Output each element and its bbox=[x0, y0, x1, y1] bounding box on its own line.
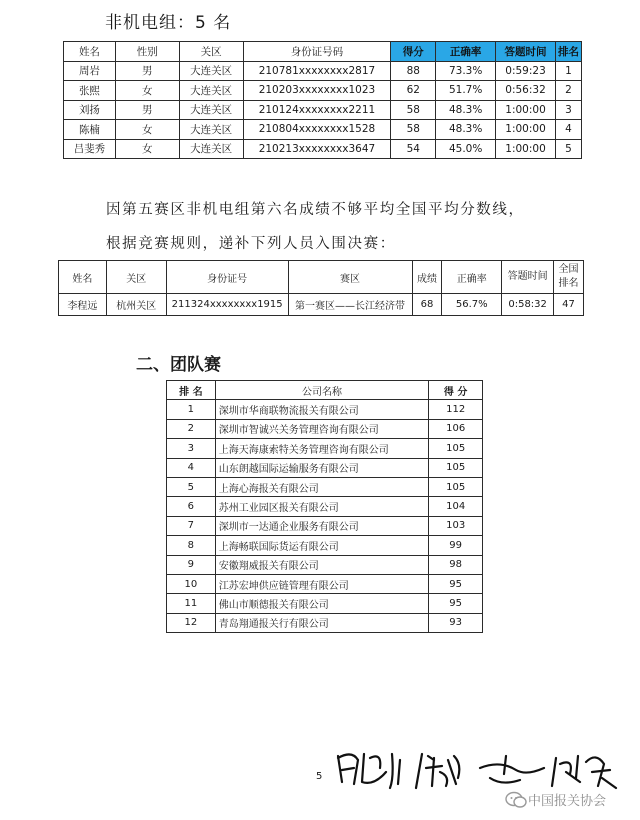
cell-score: 95 bbox=[429, 574, 483, 593]
header-name: 姓名 bbox=[64, 42, 116, 62]
cell-name: 刘扬 bbox=[64, 100, 116, 120]
cell-region: 第一赛区——长江经济带 bbox=[288, 294, 412, 316]
cell-id: 210203xxxxxxxx1023 bbox=[243, 81, 391, 101]
header-rank: 排名 bbox=[555, 42, 581, 62]
header-company: 公司名称 bbox=[215, 381, 429, 400]
table-row bbox=[59, 294, 584, 316]
table-row bbox=[167, 497, 483, 516]
header-customs: 关区 bbox=[179, 42, 243, 62]
cell-gender: 女 bbox=[115, 120, 179, 140]
header-score: 得分 bbox=[391, 42, 436, 62]
table-row bbox=[167, 594, 483, 613]
cell-time: 0:59:23 bbox=[496, 61, 556, 81]
table-row bbox=[64, 139, 582, 159]
cell-customs: 大连关区 bbox=[179, 120, 243, 140]
cell-score: 105 bbox=[429, 477, 483, 496]
cell-score: 58 bbox=[391, 100, 436, 120]
cell-id: 211324xxxxxxxx1915 bbox=[166, 294, 288, 316]
cell-name: 吕斐秀 bbox=[64, 139, 116, 159]
cell-rank: 4 bbox=[555, 120, 581, 140]
header-score: 得 分 bbox=[429, 381, 483, 400]
paragraph-line-2: 根据竞赛规则，递补下列人员入围决赛： bbox=[106, 236, 396, 252]
section-heading-non-mechanical: 非机电组：5 名 bbox=[105, 13, 232, 33]
cell-score: 58 bbox=[391, 120, 436, 140]
cell-score: 98 bbox=[429, 555, 483, 574]
cell-score: 88 bbox=[391, 61, 436, 81]
cell-score: 62 bbox=[391, 81, 436, 101]
table-row bbox=[64, 120, 582, 140]
header-name: 姓名 bbox=[59, 261, 107, 294]
table-header-row bbox=[167, 381, 483, 400]
table-row bbox=[64, 81, 582, 101]
substitute-finalist-table bbox=[58, 260, 584, 316]
cell-rank: 1 bbox=[555, 61, 581, 81]
cell-rank: 12 bbox=[167, 613, 216, 632]
header-id: 身份证号码 bbox=[243, 42, 391, 62]
table-row bbox=[167, 419, 483, 438]
cell-score: 95 bbox=[429, 594, 483, 613]
cell-name: 陈楠 bbox=[64, 120, 116, 140]
cell-company: 深圳市一达通企业服务有限公司 bbox=[215, 516, 429, 535]
cell-customs: 杭州关区 bbox=[106, 294, 166, 316]
cell-time: 1:00:00 bbox=[496, 100, 556, 120]
header-id: 身份证号 bbox=[166, 261, 288, 294]
cell-score: 106 bbox=[429, 419, 483, 438]
cell-id: 210124xxxxxxxx2211 bbox=[243, 100, 391, 120]
cell-rank: 10 bbox=[167, 574, 216, 593]
table-header-row bbox=[59, 261, 584, 294]
cell-rank: 5 bbox=[555, 139, 581, 159]
cell-company: 山东朗越国际运输服务有限公司 bbox=[215, 458, 429, 477]
header-accuracy: 正确率 bbox=[436, 42, 496, 62]
paragraph-line-1: 因第五赛区非机电组第六名成绩不够平均全国平均分数线， bbox=[106, 202, 525, 218]
cell-name: 李程远 bbox=[59, 294, 107, 316]
table-row bbox=[167, 477, 483, 496]
cell-company: 安徽翔威报关有限公司 bbox=[215, 555, 429, 574]
cell-customs: 大连关区 bbox=[179, 81, 243, 101]
cell-gender: 女 bbox=[115, 139, 179, 159]
non-mechanical-results-table bbox=[63, 41, 582, 159]
cell-gender: 女 bbox=[115, 81, 179, 101]
table-row bbox=[167, 516, 483, 535]
cell-rank: 4 bbox=[167, 458, 216, 477]
cell-id: 210213xxxxxxxx3647 bbox=[243, 139, 391, 159]
table-row bbox=[167, 458, 483, 477]
cell-id: 210781xxxxxxxx2817 bbox=[243, 61, 391, 81]
cell-rank: 8 bbox=[167, 536, 216, 555]
cell-time: 0:58:32 bbox=[502, 294, 554, 316]
cell-company: 上海心海报关有限公司 bbox=[215, 477, 429, 496]
cell-company: 上海天海康索特关务管理咨询有限公司 bbox=[215, 439, 429, 458]
cell-score: 105 bbox=[429, 458, 483, 477]
cell-company: 苏州工业园区报关有限公司 bbox=[215, 497, 429, 516]
cell-rank: 6 bbox=[167, 497, 216, 516]
cell-score: 105 bbox=[429, 439, 483, 458]
table-row bbox=[167, 555, 483, 574]
cell-rank: 7 bbox=[167, 516, 216, 535]
cell-score: 68 bbox=[412, 294, 442, 316]
cell-id: 210804xxxxxxxx1528 bbox=[243, 120, 391, 140]
cell-time: 1:00:00 bbox=[496, 120, 556, 140]
cell-company: 佛山市顺德报关有限公司 bbox=[215, 594, 429, 613]
cell-score: 112 bbox=[429, 400, 483, 419]
cell-company: 青岛翔通报关行有限公司 bbox=[215, 613, 429, 632]
table-row bbox=[167, 574, 483, 593]
cell-score: 54 bbox=[391, 139, 436, 159]
cell-rank: 1 bbox=[167, 400, 216, 419]
cell-name: 周岩 bbox=[64, 61, 116, 81]
cell-rank: 5 bbox=[167, 477, 216, 496]
cell-accuracy: 48.3% bbox=[436, 100, 496, 120]
watermark-text: 中国报关协会 bbox=[528, 794, 607, 809]
cell-company: 上海畅联国际货运有限公司 bbox=[215, 536, 429, 555]
header-rank: 排 名 bbox=[167, 381, 216, 400]
cell-rank: 9 bbox=[167, 555, 216, 574]
table-row bbox=[167, 439, 483, 458]
cell-name: 张熙 bbox=[64, 81, 116, 101]
header-customs: 关区 bbox=[106, 261, 166, 294]
header-accuracy: 正确率 bbox=[442, 261, 502, 294]
page-number: 5 bbox=[316, 771, 323, 782]
cell-accuracy: 73.3% bbox=[436, 61, 496, 81]
cell-gender: 男 bbox=[115, 61, 179, 81]
cell-accuracy: 45.0% bbox=[436, 139, 496, 159]
cell-time: 0:56:32 bbox=[496, 81, 556, 101]
cell-rank: 11 bbox=[167, 594, 216, 613]
team-results-table bbox=[166, 380, 483, 633]
table-row bbox=[167, 400, 483, 419]
cell-score: 99 bbox=[429, 536, 483, 555]
header-time: 答题时间 bbox=[496, 42, 556, 62]
cell-rank: 2 bbox=[167, 419, 216, 438]
header-time: 答题时间 bbox=[502, 261, 554, 294]
cell-national-rank: 47 bbox=[554, 294, 584, 316]
cell-rank: 3 bbox=[555, 100, 581, 120]
cell-score: 104 bbox=[429, 497, 483, 516]
table-row bbox=[167, 613, 483, 632]
table-row bbox=[64, 61, 582, 81]
cell-gender: 男 bbox=[115, 100, 179, 120]
table-row bbox=[64, 100, 582, 120]
cell-customs: 大连关区 bbox=[179, 61, 243, 81]
wechat-icon bbox=[505, 790, 527, 810]
cell-rank: 2 bbox=[555, 81, 581, 101]
cell-customs: 大连关区 bbox=[179, 139, 243, 159]
header-gender: 性别 bbox=[115, 42, 179, 62]
cell-rank: 3 bbox=[167, 439, 216, 458]
cell-accuracy: 51.7% bbox=[436, 81, 496, 101]
cell-company: 深圳市智诚兴关务管理咨询有限公司 bbox=[215, 419, 429, 438]
cell-customs: 大连关区 bbox=[179, 100, 243, 120]
header-region: 赛区 bbox=[288, 261, 412, 294]
cell-accuracy: 56.7% bbox=[442, 294, 502, 316]
cell-time: 1:00:00 bbox=[496, 139, 556, 159]
section-heading-team: 二、团队赛 bbox=[136, 355, 221, 375]
table-row bbox=[167, 536, 483, 555]
cell-company: 深圳市华商联物流报关有限公司 bbox=[215, 400, 429, 419]
cell-accuracy: 48.3% bbox=[436, 120, 496, 140]
header-score: 成绩 bbox=[412, 261, 442, 294]
cell-score: 93 bbox=[429, 613, 483, 632]
header-national-rank: 全国排名 bbox=[554, 261, 584, 294]
cell-score: 103 bbox=[429, 516, 483, 535]
table-header-row bbox=[64, 42, 582, 62]
cell-company: 江苏宏坤供应链管理有限公司 bbox=[215, 574, 429, 593]
